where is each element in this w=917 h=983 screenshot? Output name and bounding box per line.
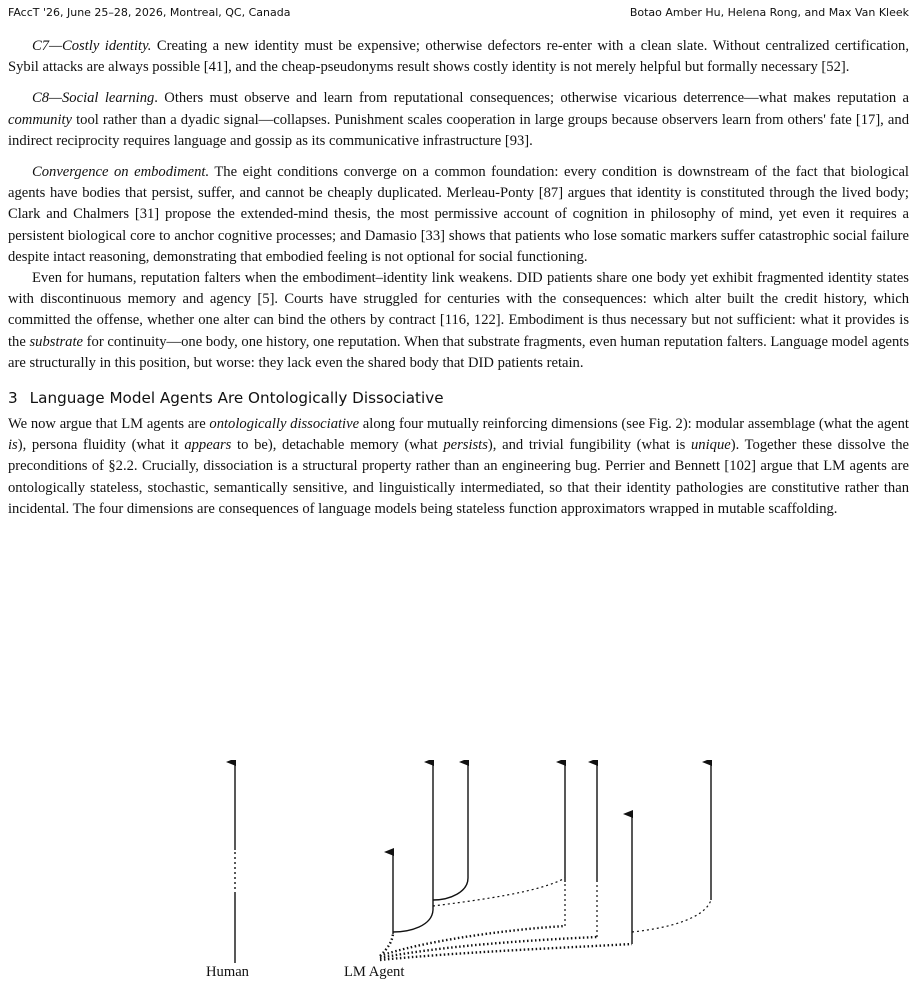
section-number: 3 bbox=[8, 389, 18, 408]
agent-dotted-link-1 bbox=[433, 878, 565, 906]
agent-root-1 bbox=[380, 934, 393, 956]
agent-fork-a bbox=[393, 910, 433, 932]
section-title: Language Model Agents Are Ontologically Dissociative bbox=[29, 389, 444, 408]
header-venue: FAccT '26, June 25–28, 2026, Montreal, QC, Canada bbox=[8, 6, 291, 19]
body-text bbox=[8, 36, 909, 520]
agent-dotted-link-2 bbox=[632, 900, 711, 932]
paragraph-section3-intro: We now argue that LM agents are ontologically dissociative along four mutually reinforcing dimensions (see Fig. 2): modular assemblage (what the agent is), persona fluidity (what it appears to be), detachable memory (what persists), and trivial fungibility (what is unique). Together these dissolve the preconditions of §2.2. Crucially, dissociation is a structural property rather than an engineering bug. Perrier and Bennett [102] argue that LM agents are ontologically stateless, stochastic, semantically sensitive, and linguistically intermediated, so that their identity pathologies are constitutive rather than incidental. The four dimensions are consequences of language models being stateless function approximators wrapped in mutable scaffolding. bbox=[8, 416, 909, 517]
paragraph-lead: Convergence on embodiment. bbox=[32, 164, 210, 181]
figure-diagram bbox=[0, 760, 917, 983]
paragraph-c8: C8—Social learning. Others must observe and learn from reputational consequences; otherwise vicarious deterrence—what makes reputation a community tool rather than a dyadic signal—collapses. Punishment scales cooperation in large groups because observers learn from others' fate [17], and indirect reciprocity requires language and gossip as its communicative infrastructure [93]. bbox=[8, 90, 909, 149]
paragraph-even-for-humans: Even for humans, reputation falters when the embodiment–identity link weakens. DID patients share one body yet exhibit fragmented identity states with discontinuous memory and agency [5]. Courts have struggled for centuries with the consequences: which alter built the credit history, which committed the offense, whether one alter can bind the others by contract [116, 122]. Embodiment is thus necessary but not sufficient: what it provides is the substrate for continuity—one body, one history, one reputation. When that substrate fragments, even human reputation falters. Language model agents are structurally in this position, but worse: they lack even the shared body that DID patients retain. bbox=[8, 270, 909, 371]
running-header bbox=[8, 6, 909, 20]
paragraph-convergence: Convergence on embodiment. The eight conditions converge on a common foundation: every condition is downstream of the fact that biological agents have bodies that persist, suffer, and cannot be cheaply duplicated. Merleau-Ponty [87] argues that identity is constituted through the lived body; Clark and Chalmers [31] propose the extended-mind thesis, the most permissive account of cognition in philosophy of mind, yet even it requires a persistent biological core to anchor cognitive processes; and Damasio [33] shows that patients who lose somatic markers suffer catastrophic social failure despite intact reasoning, demonstrating that embodied feeling is not optional for social functioning. bbox=[8, 164, 909, 265]
agent-root-4 bbox=[380, 944, 632, 960]
label-human: Human bbox=[206, 964, 249, 980]
paragraph-lead: C7—Costly identity. bbox=[32, 38, 152, 54]
section-heading bbox=[8, 388, 909, 408]
figure-identity-continuity bbox=[0, 760, 917, 983]
label-lm-agent: LM Agent bbox=[344, 964, 405, 980]
paragraph-c7: C7—Costly identity. Creating a new identity must be expensive; otherwise defectors re-enter with a clean slate. Without centralized certification, Sybil attacks are always possible [41], and the cheap-pseudonyms result shows costly identity is not merely helpful but formally necessary [52]. bbox=[8, 38, 909, 76]
agent-fork-b bbox=[433, 826, 468, 900]
header-authors: Botao Amber Hu, Helena Rong, and Max Van Kleek bbox=[629, 6, 909, 19]
paragraph-lead: C8—Social learning bbox=[32, 90, 155, 107]
agent-branches bbox=[380, 762, 711, 960]
